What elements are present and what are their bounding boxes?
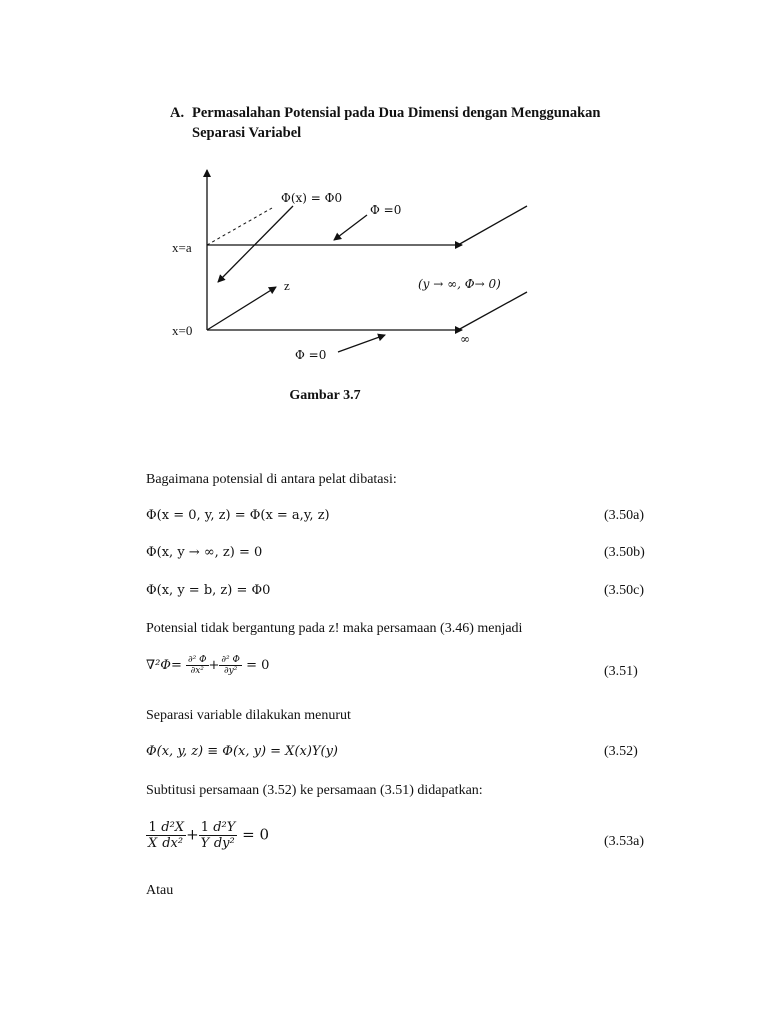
fraction-d2y-dy2: $\frac{\text{d²Y}}{\text{dy²}}$ bbox=[213, 820, 236, 851]
equation-3-51: ∇²Φ= $\frac{\text{∂² Φ}}{\text{∂x²}}$ + $\frac{\text{∂² Φ}}{\text{∂y²}}$ = 0 bbox=[146, 655, 270, 676]
laplacian-lhs: ∇²Φ= bbox=[146, 658, 182, 673]
figure-caption: Gambar 3.7 bbox=[289, 388, 361, 403]
fraction-d2x-dx2: $\frac{\text{d²X}}{\text{dx²}}$ bbox=[161, 820, 185, 851]
paragraph-1: Bagaimana potensial di antara pelat dibatasi: bbox=[146, 472, 397, 487]
fraction-d2phi-dy2: $\frac{\text{∂² Φ}}{\text{∂y²}}$ bbox=[221, 655, 240, 676]
label-x-0: x=0 bbox=[172, 323, 193, 338]
eq-number-3-52: (3.52) bbox=[604, 744, 638, 759]
eq-number-3-53a: (3.53a) bbox=[604, 834, 645, 849]
dashed-pointer bbox=[207, 208, 272, 245]
top-plate-diagonal bbox=[458, 206, 527, 245]
phi-bottom-arrow bbox=[338, 335, 385, 352]
fraction-1-over-y: $\frac{1}{Y}$ bbox=[200, 820, 210, 851]
equation-3-50a: Φ(x = 0, y, z) = Φ(x = a,y, z) bbox=[146, 508, 330, 523]
equation-3-50b: Φ(x, y → ∞, z) = 0 bbox=[146, 545, 263, 560]
phi-top-arrow bbox=[334, 215, 367, 240]
equation-3-50c: Φ(x, y = b, z) = Φ0 bbox=[146, 583, 271, 598]
eq-number-3-50c: (3.50c) bbox=[604, 583, 645, 598]
section-title-line1: Permasalahan Potensial pada Dua Dimensi dengan Menggunakan bbox=[192, 105, 601, 121]
eq-number-3-51: (3.51) bbox=[604, 664, 638, 679]
equation-3-53a: $\frac{1}{X}$ $\frac{\text{d²X}}{\text{dx²}}$ + $\frac{1}{Y}$ $\frac{\text{d²Y}}{\text{dy²}}$ = 0 bbox=[148, 820, 270, 851]
fraction-d2phi-dx2: $\frac{\text{∂² Φ}}{\text{∂x²}}$ bbox=[187, 655, 207, 676]
equation-3-52: Φ(x, y, z) ≡ Φ(x, y) = X(x)Y(y) bbox=[146, 744, 338, 759]
eq-number-3-50a: (3.50a) bbox=[604, 508, 645, 523]
paragraph-3: Separasi variable dilakukan menurut bbox=[146, 708, 351, 723]
label-phi-x: Φ(x) = Φ0 bbox=[281, 191, 343, 205]
paragraph-5: Atau bbox=[146, 883, 174, 898]
paragraph-2: Potensial tidak bergantung pada z! maka persamaan (3.46) menjadi bbox=[146, 621, 523, 636]
z-axis bbox=[207, 287, 276, 330]
eq-number-3-50b: (3.50b) bbox=[604, 545, 645, 560]
bottom-plate-diagonal bbox=[458, 292, 527, 330]
paragraph-4: Subtitusi persamaan (3.52) ke persamaan (3.51) didapatkan: bbox=[146, 783, 483, 798]
label-z: z bbox=[284, 278, 290, 293]
label-x-a: x=a bbox=[172, 240, 192, 255]
section-number: A. bbox=[170, 105, 185, 121]
equation-3-53a-rhs: = 0 bbox=[242, 825, 270, 844]
section-title-line2: Separasi Variabel bbox=[192, 125, 302, 141]
figure-3-7 bbox=[0, 0, 768, 400]
label-phi-top: Φ =0 bbox=[370, 203, 402, 217]
label-limit: (y → ∞, Φ→ 0) bbox=[418, 277, 501, 291]
label-infinity: ∞ bbox=[460, 332, 470, 346]
fraction-1-over-x: $\frac{1}{X}$ bbox=[148, 820, 158, 851]
equation-3-51-rhs: = 0 bbox=[246, 658, 270, 673]
label-phi-bottom: Φ =0 bbox=[295, 348, 327, 362]
